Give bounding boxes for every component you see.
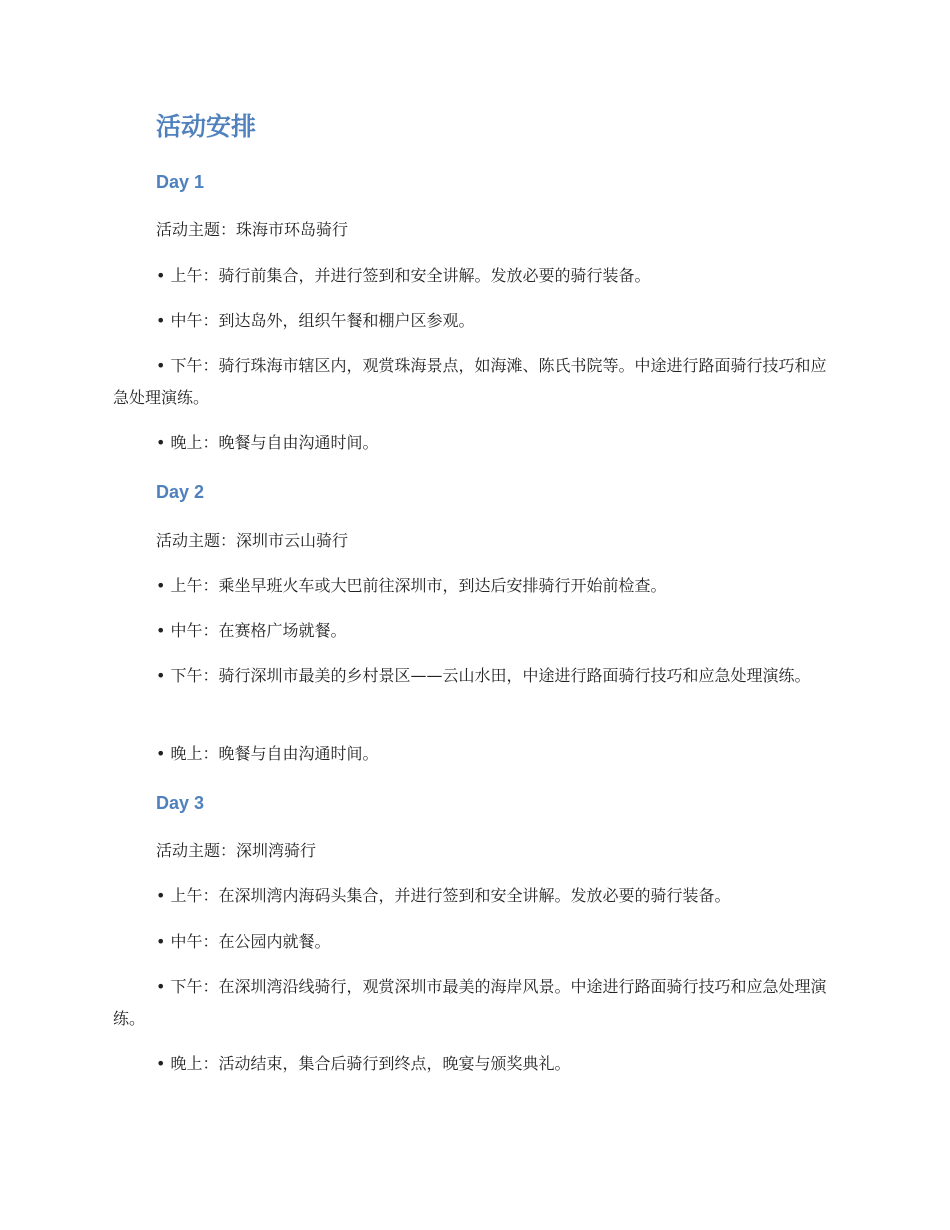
day-heading: Day 1	[156, 172, 205, 192]
schedule-item-morning: • 上午：骑行前集合，并进行签到和安全讲解。发放必要的骑行装备。	[156, 266, 651, 285]
activity-theme: 活动主题：深圳湾骑行	[156, 841, 317, 860]
page-title: 活动安排	[156, 113, 257, 141]
schedule-item-afternoon: • 下午：骑行珠海市辖区内，观赏珠海景点，如海滩、陈氏书院等。中途进行路面骑行技巧和应急处理演练。	[113, 356, 827, 407]
schedule-item-evening: • 晚上：晚餐与自由沟通时间。	[156, 744, 379, 763]
schedule-item-noon: • 中午：在公园内就餐。	[156, 932, 331, 951]
schedule-item-afternoon: • 下午：骑行深圳市最美的乡村景区——云山水田，中途进行路面骑行技巧和应急处理演练。	[156, 666, 811, 685]
schedule-item-evening: • 晚上：活动结束，集合后骑行到终点，晚宴与颁奖典礼。	[156, 1054, 571, 1073]
schedule-item-noon: • 中午：在赛格广场就餐。	[156, 621, 347, 640]
activity-theme: 活动主题：深圳市云山骑行	[156, 531, 349, 550]
schedule-item-morning: • 上午：在深圳湾内海码头集合，并进行签到和安全讲解。发放必要的骑行装备。	[156, 886, 731, 905]
schedule-item-evening: • 晚上：晚餐与自由沟通时间。	[156, 433, 379, 452]
day-heading: Day 2	[156, 482, 205, 502]
activity-theme: 活动主题：珠海市环岛骑行	[156, 220, 349, 239]
schedule-item-morning: • 上午：乘坐早班火车或大巴前往深圳市，到达后安排骑行开始前检查。	[156, 576, 667, 595]
schedule-item-afternoon: • 下午：在深圳湾沿线骑行，观赏深圳市最美的海岸风景。中途进行路面骑行技巧和应急处理演练。	[113, 977, 827, 1028]
schedule-item-noon: • 中午：到达岛外，组织午餐和棚户区参观。	[156, 311, 475, 330]
day-heading: Day 3	[156, 793, 205, 813]
